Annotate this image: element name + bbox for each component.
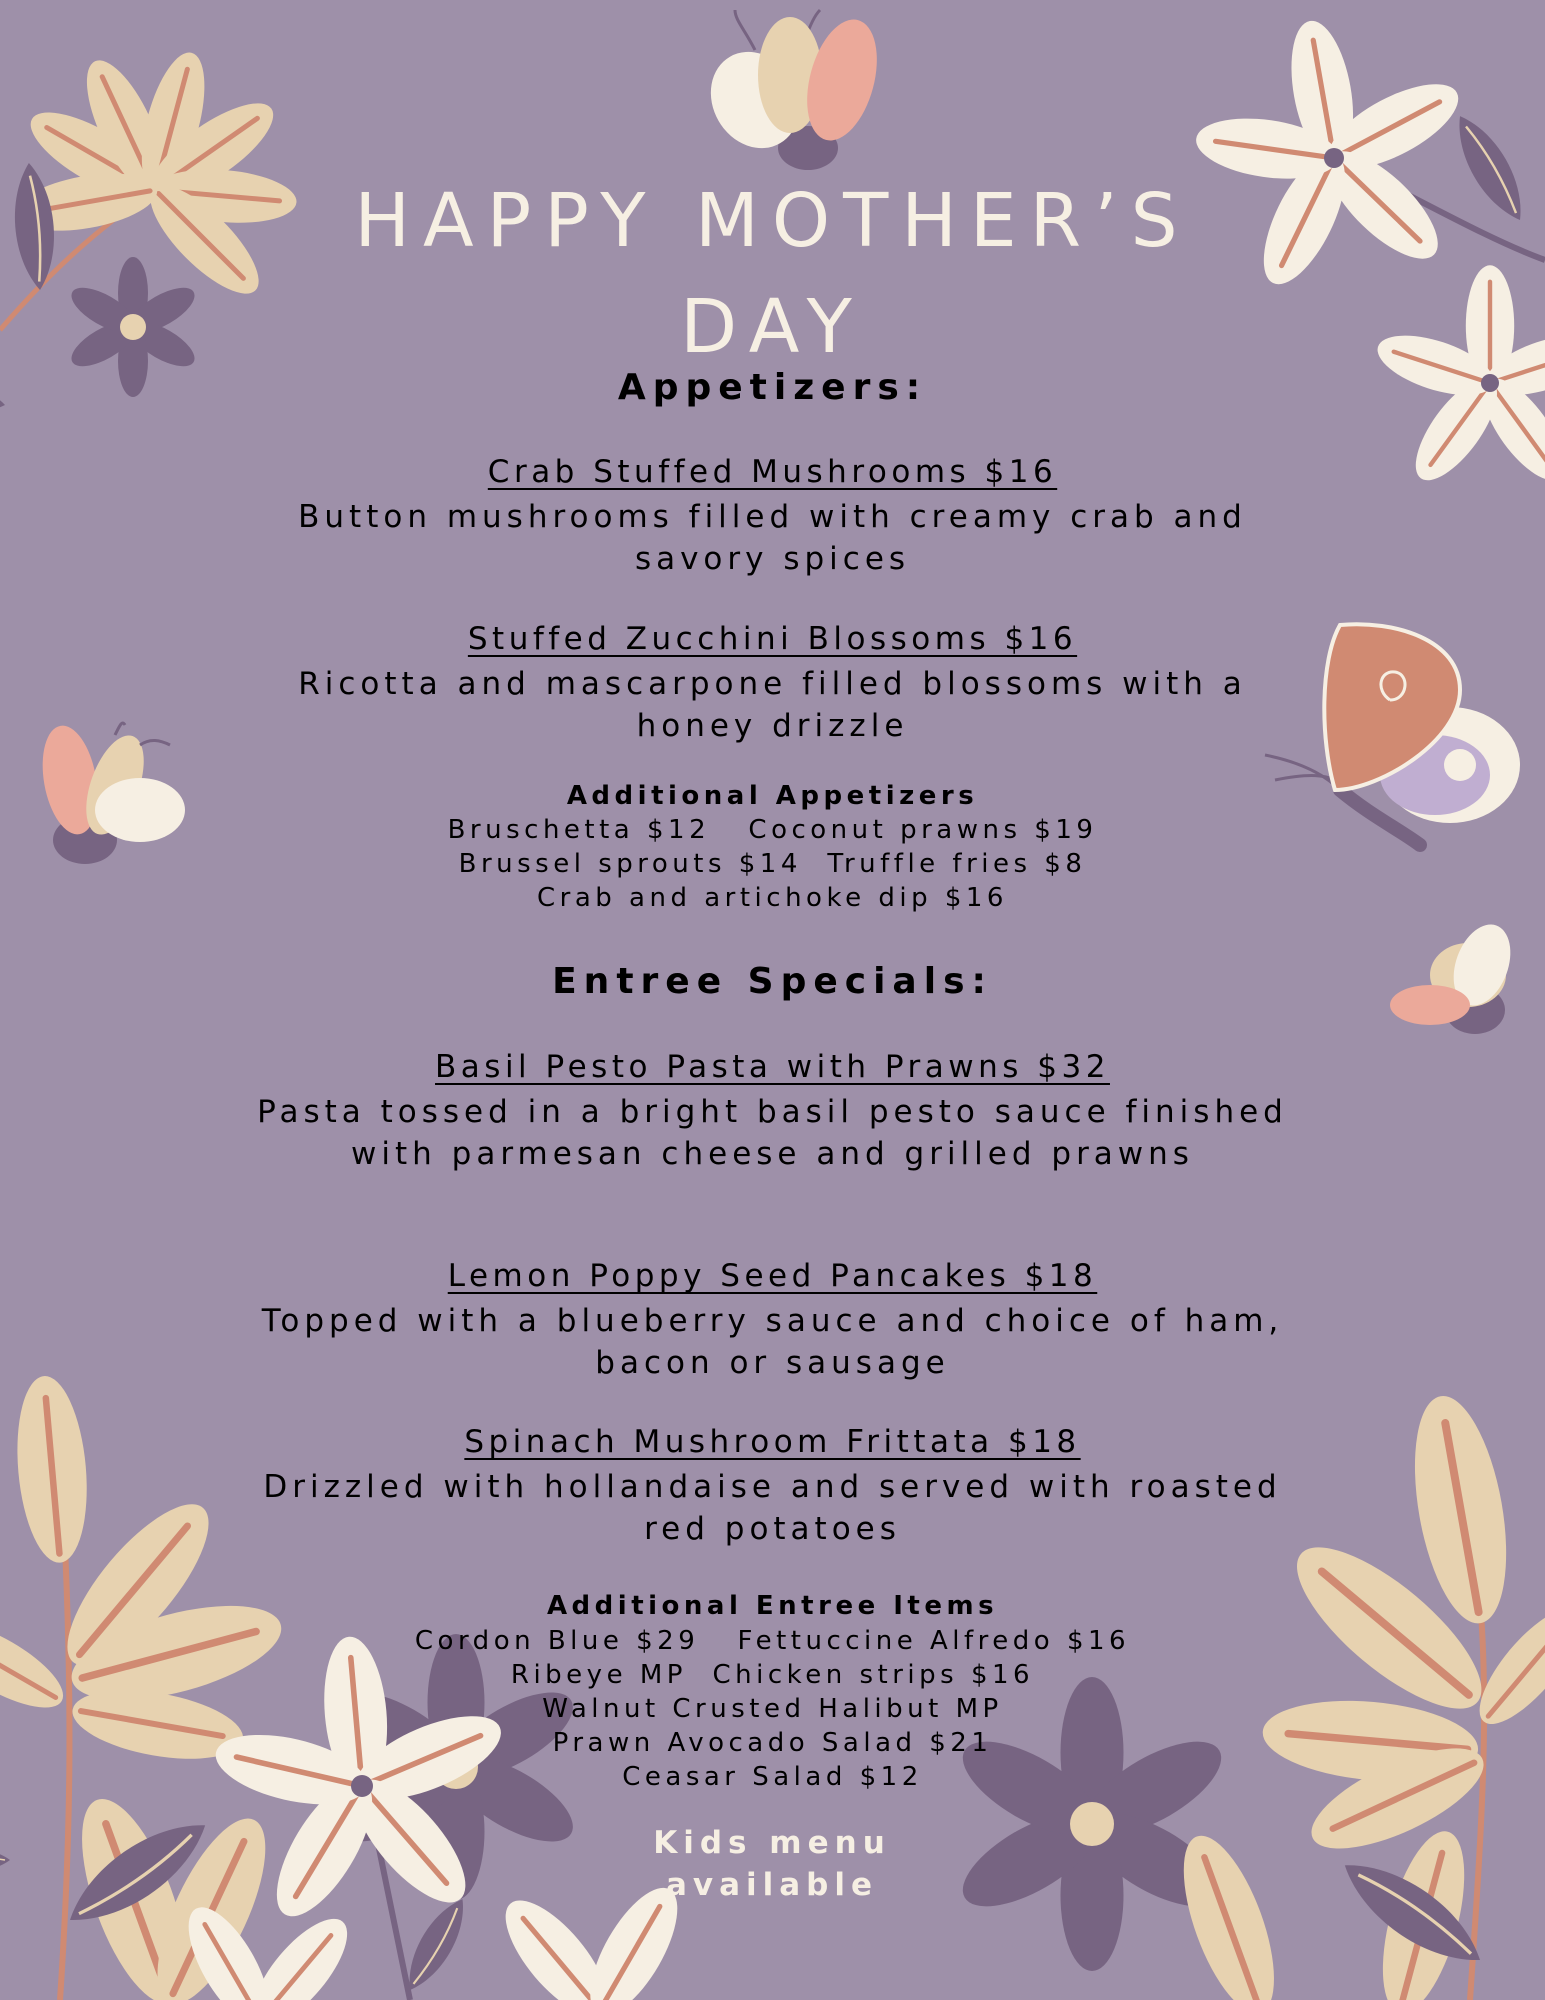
appetizers-heading: Appetizers:: [617, 367, 928, 408]
additional-entrees-heading: Additional Entree Items: [546, 1591, 999, 1621]
flower-icon: [1192, 16, 1545, 296]
menu-item-description: Pasta tossed in a bright basil pesto sauce finished with parmesan cheese and grilled prawns: [257, 1094, 1288, 1172]
list-item: Walnut Crusted Halibut MP: [542, 1694, 1003, 1724]
menu-item-description: Topped with a blueberry sauce and choice of ham, bacon or sausage: [261, 1303, 1284, 1381]
list-item: Crab and artichoke dip $16: [537, 883, 1008, 913]
menu-item-description: Button mushrooms filled with creamy crab and savory spices: [298, 499, 1247, 577]
list-item: Bruschetta $12 Coconut prawns $19: [447, 815, 1098, 845]
bud-icon: [694, 10, 889, 170]
menu-item-description: Drizzled with hollandaise and served with roasted red potatoes: [263, 1469, 1282, 1547]
entrees-heading: Entree Specials:: [552, 961, 993, 1002]
kids-menu-note: Kids menu available: [653, 1825, 891, 1903]
menu-item-name: Crab Stuffed Mushrooms $16: [487, 454, 1058, 490]
menu-item-name: Lemon Poppy Seed Pancakes $18: [447, 1258, 1098, 1294]
menu-item-name: Basil Pesto Pasta with Prawns $32: [435, 1049, 1110, 1085]
list-item: Cordon Blue $29 Fettuccine Alfredo $16: [414, 1626, 1131, 1656]
list-item: Ribeye MP Chicken strips $16: [510, 1660, 1035, 1690]
flower-icon: [0, 46, 299, 330]
additional-appetizers-heading: Additional Appetizers: [566, 781, 979, 811]
list-item: Ceasar Salad $12: [622, 1762, 923, 1792]
list-item: Brussel sprouts $14 Truffle fries $8: [458, 849, 1087, 879]
menu-item-name: Stuffed Zucchini Blossoms $16: [467, 621, 1078, 657]
list-item: Prawn Avocado Salad $21: [552, 1728, 993, 1758]
menu-item-name: Spinach Mushroom Frittata $18: [464, 1424, 1081, 1460]
page-title: HAPPY MOTHER’S DAY: [354, 178, 1191, 370]
menu-item-description: Ricotta and mascarpone filled blossoms with a honey drizzle: [298, 666, 1247, 744]
